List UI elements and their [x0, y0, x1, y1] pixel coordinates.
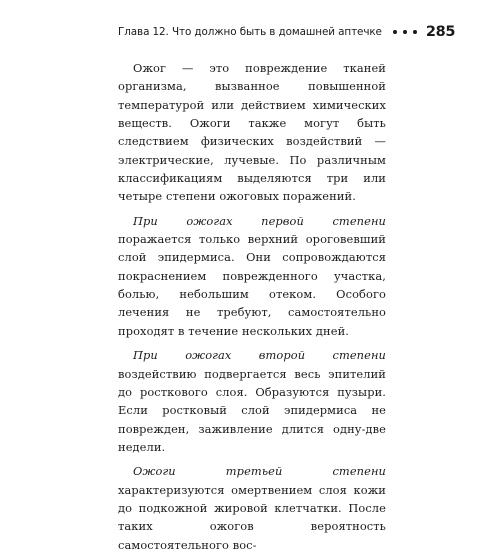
paragraph-text: поражается только верхний ороговевший слой эпидермиса. Они сопровождаются покраснением поврежденного участка, болью, небольшим отеком. Особого лечения не требуют, самостоятельно проходят в течение нескольких дней.	[118, 232, 386, 338]
dot-icon	[413, 30, 417, 34]
paragraph-lead-italic: При ожогах первой степени	[133, 213, 386, 228]
page-number: 285	[425, 24, 456, 40]
dot-icon	[403, 30, 407, 34]
paragraph-lead-italic: Ожоги третьей степени	[133, 464, 386, 479]
paragraph-first-degree	[118, 212, 386, 340]
paragraph-lead-italic: При ожогах второй степени	[133, 348, 386, 363]
chapter-title: Глава 12. Что должно быть в домашней аптечке	[118, 26, 382, 38]
paragraph-text: характеризуются омертвением слоя кожи до подкожной жировой клетчатки. После таких ожогов вероятность самостоятельного вос-	[118, 482, 386, 552]
dot-icon	[393, 30, 397, 34]
body-text	[118, 59, 386, 554]
separator-dots	[393, 30, 417, 34]
paragraph-burn-definition	[118, 59, 386, 206]
paragraph-third-degree	[118, 462, 386, 554]
paragraph-second-degree	[118, 346, 386, 456]
paragraph-text: воздействию подвергается весь эпителий до росткового слоя. Образуются пузыри. Если ростковый слой эпидермиса не поврежден, заживление длится одну-две недели.	[118, 366, 386, 454]
running-head	[118, 22, 456, 42]
paragraph-text: Ожог — это повреждение тканей организма, вызванное повышенной температурой или действием химических веществ. Ожоги также могут быть следствием физических воздействий — электрические, лучевые. По различным классификациям выделяются три или четыре степени ожоговых поражений.	[118, 61, 386, 204]
